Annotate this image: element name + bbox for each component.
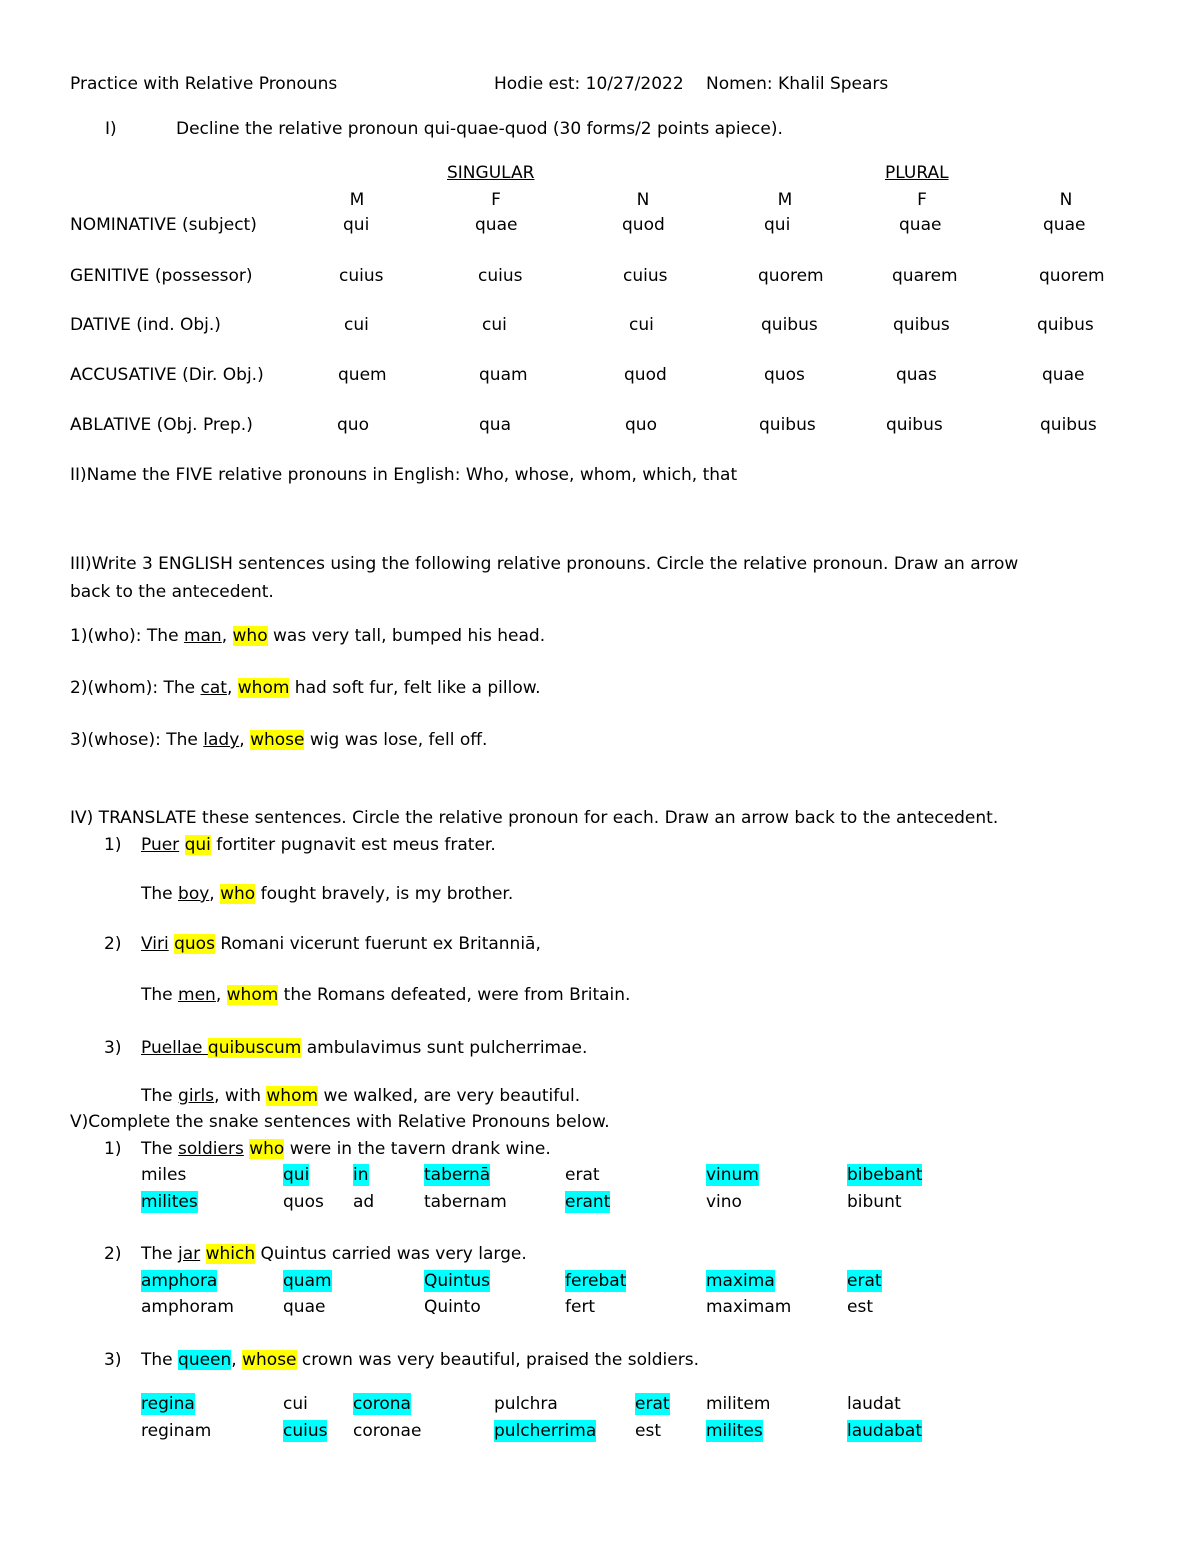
declension-cell: quorem [1039, 266, 1105, 286]
relative-pronoun: which [205, 1244, 256, 1264]
sentence-rest: Romani vicerunt fuerunt ex Britanniā, [214, 934, 541, 954]
punctuation [200, 1244, 205, 1264]
relative-pronoun: who [232, 626, 268, 646]
item-number: 2) [104, 1244, 122, 1264]
word-option: miles [141, 1165, 187, 1185]
declension-cell: quarem [892, 266, 958, 286]
declension-cell: qui [764, 215, 791, 235]
declension-cell: quae [1043, 215, 1086, 235]
word-option: amphoram [141, 1297, 234, 1317]
declension-cell: quibus [1037, 315, 1094, 335]
word-option: ad [353, 1192, 375, 1212]
relative-pronoun: whom [226, 985, 279, 1005]
word-option-selected: maxima [706, 1271, 775, 1291]
case-label: GENITIVE (possessor) [70, 266, 253, 286]
word-option-selected: milites [141, 1192, 198, 1212]
word-option-selected: Quintus [424, 1271, 490, 1291]
declension-cell: quod [624, 365, 667, 385]
translation-3 [141, 1085, 580, 1107]
antecedent: Puer [141, 835, 180, 855]
antecedent: men [178, 985, 216, 1005]
english-sentence-1 [70, 625, 545, 647]
declension-cell: quo [337, 415, 369, 435]
gender-header: N [636, 190, 650, 210]
word-option-selected: milites [706, 1421, 763, 1441]
relative-pronoun: who [249, 1139, 285, 1159]
translation-2 [141, 984, 630, 1006]
english-sentence-3 [70, 729, 487, 751]
word-option: tabernam [424, 1192, 507, 1212]
sentence-rest: had soft fur, felt like a pillow. [289, 678, 541, 698]
translation-1 [141, 883, 513, 905]
antecedent: boy [178, 884, 210, 904]
word-option-selected: erat [847, 1271, 882, 1291]
section1-number: I) [105, 119, 117, 139]
case-label: DATIVE (ind. Obj.) [70, 315, 221, 335]
worksheet-title: Practice with Relative Pronouns [70, 74, 338, 94]
declension-cell: cui [629, 315, 654, 335]
case-label: ABLATIVE (Obj. Prep.) [70, 415, 253, 435]
sentence-prefix: The [141, 1244, 179, 1264]
word-option-selected: erant [565, 1192, 611, 1212]
antecedent: man [183, 626, 222, 646]
relative-pronoun: qui [184, 835, 211, 855]
section3-instruction-cont: back to the antecedent. [70, 582, 274, 602]
sentence-rest: fought bravely, is my brother. [255, 884, 514, 904]
word-option: est [847, 1297, 873, 1317]
word-option-selected: pulcherrima [494, 1421, 597, 1441]
declension-cell: quae [1042, 365, 1085, 385]
antecedent: jar [178, 1244, 201, 1264]
relative-pronoun: quos [174, 934, 215, 954]
gender-header: N [1059, 190, 1073, 210]
sentence-prefix: The [141, 884, 179, 904]
relative-pronoun: whose [250, 730, 305, 750]
word-option-selected: corona [353, 1394, 411, 1414]
declension-cell: cuius [623, 266, 668, 286]
item-number: 1) [104, 1139, 122, 1159]
relative-pronoun: who [220, 884, 256, 904]
sentence-rest: the Romans defeated, were from Britain. [278, 985, 631, 1005]
antecedent: queen [178, 1350, 232, 1370]
sentence-prefix: 2)(whom): The [70, 678, 201, 698]
declension-cell: quae [475, 215, 518, 235]
latin-sentence-2 [141, 933, 541, 955]
word-option: militem [706, 1394, 771, 1414]
declension-cell: quibus [893, 315, 950, 335]
section4-instruction: IV) TRANSLATE these sentences. Circle the relative pronoun for each. Draw an arrow back to the antecedent. [70, 808, 999, 828]
sentence-rest: wig was lose, fell off. [304, 730, 488, 750]
sentence-rest: were in the tavern drank wine. [284, 1139, 551, 1159]
antecedent: girls [178, 1086, 215, 1106]
sentence-prefix: 3)(whose): The [70, 730, 204, 750]
word-option-selected: ferebat [565, 1271, 627, 1291]
sentence-rest: ambulavimus sunt pulcherrimae. [301, 1038, 588, 1058]
declension-cell: quae [899, 215, 942, 235]
word-option: laudat [847, 1394, 901, 1414]
word-option-selected: bibebant [847, 1165, 923, 1185]
sentence-rest: Quintus carried was very large. [255, 1244, 527, 1264]
case-label: NOMINATIVE (subject) [70, 215, 257, 235]
item-number: 1) [104, 835, 122, 855]
word-option: erat [565, 1165, 600, 1185]
punctuation: , [221, 626, 233, 646]
relative-pronoun: quibuscum [207, 1038, 302, 1058]
declension-cell: qui [343, 215, 370, 235]
word-option-selected: regina [141, 1394, 195, 1414]
sentence-prefix: 1)(who): The [70, 626, 184, 646]
sentence-prefix: The [141, 1139, 179, 1159]
sentence-prefix: The [141, 1350, 179, 1370]
antecedent: lady [203, 730, 240, 750]
english-sentence-2 [70, 677, 540, 699]
latin-sentence-3 [141, 1037, 587, 1059]
declension-cell: cui [344, 315, 369, 335]
sentence-rest: we walked, are very beautiful. [318, 1086, 581, 1106]
word-option-selected: quam [283, 1271, 332, 1291]
section2-prompt: II)Name the FIVE relative pronouns in English: Who, whose, whom, which, that [70, 465, 738, 485]
item-number: 2) [104, 934, 122, 954]
declension-cell: quibus [1040, 415, 1097, 435]
word-option: quae [283, 1297, 326, 1317]
word-option: Quinto [424, 1297, 481, 1317]
plural-heading: PLURAL [885, 163, 949, 183]
word-option-selected: tabernā [424, 1165, 491, 1185]
declension-cell: cuius [339, 266, 384, 286]
sentence-rest: crown was very beautiful, praised the soldiers. [296, 1350, 699, 1370]
declension-cell: quibus [761, 315, 818, 335]
item-number: 3) [104, 1350, 122, 1370]
section1-instruction: Decline the relative pronoun qui-quae-quod (30 forms/2 points apiece). [176, 119, 783, 139]
case-label: ACCUSATIVE (Dir. Obj.) [70, 365, 264, 385]
punctuation: , [239, 730, 251, 750]
relative-pronoun: whom [266, 1086, 319, 1106]
word-option-selected: vinum [706, 1165, 759, 1185]
word-option-selected: erat [635, 1394, 670, 1414]
declension-cell: quod [622, 215, 665, 235]
gender-header: M [349, 190, 365, 210]
word-option: pulchra [494, 1394, 558, 1414]
declension-cell: cuius [478, 266, 523, 286]
antecedent: Puellae [141, 1038, 208, 1058]
declension-cell: quam [479, 365, 528, 385]
declension-cell: quos [764, 365, 805, 385]
sentence-prefix: The [141, 1086, 179, 1106]
word-option-selected: cuius [283, 1421, 328, 1441]
punctuation: , with [214, 1086, 267, 1106]
antecedent: soldiers [178, 1139, 244, 1159]
sentence-rest: fortiter pugnavit est meus frater. [210, 835, 496, 855]
snake-sentence-1 [141, 1138, 551, 1160]
word-option: fert [565, 1297, 596, 1317]
declension-cell: quorem [758, 266, 824, 286]
punctuation: , [209, 884, 221, 904]
latin-sentence-1 [141, 834, 496, 856]
declension-cell: quibus [886, 415, 943, 435]
punctuation: , [231, 1350, 243, 1370]
sentence-rest: was very tall, bumped his head. [267, 626, 546, 646]
relative-pronoun: whom [237, 678, 290, 698]
word-option: quos [283, 1192, 324, 1212]
word-option: vino [706, 1192, 742, 1212]
word-option-selected: amphora [141, 1271, 218, 1291]
word-option: bibunt [847, 1192, 902, 1212]
relative-pronoun: whose [242, 1350, 297, 1370]
singular-heading: SINGULAR [447, 163, 535, 183]
declension-cell: qua [479, 415, 511, 435]
word-option: maximam [706, 1297, 792, 1317]
declension-cell: quas [896, 365, 937, 385]
punctuation: , [226, 678, 238, 698]
sentence-prefix: The [141, 985, 179, 1005]
section3-instruction: III)Write 3 ENGLISH sentences using the following relative pronouns. Circle the relative pronoun. Draw an arrow [70, 554, 1019, 574]
item-number: 3) [104, 1038, 122, 1058]
word-option-selected: laudabat [847, 1421, 922, 1441]
gender-header: M [777, 190, 793, 210]
word-option-selected: in [353, 1165, 369, 1185]
word-option: coronae [353, 1421, 422, 1441]
antecedent: Viri [141, 934, 169, 954]
word-option: est [635, 1421, 661, 1441]
word-option: cui [283, 1394, 308, 1414]
declension-cell: quem [338, 365, 387, 385]
word-option: reginam [141, 1421, 212, 1441]
gender-header: F [491, 190, 501, 210]
declension-cell: quo [625, 415, 657, 435]
antecedent: cat [200, 678, 227, 698]
student-name: Nomen: Khalil Spears [706, 74, 889, 94]
punctuation: , [215, 985, 227, 1005]
declension-cell: cui [482, 315, 507, 335]
snake-sentence-2 [141, 1243, 527, 1265]
declension-cell: quibus [759, 415, 816, 435]
word-option-selected: qui [283, 1165, 310, 1185]
section5-instruction: V)Complete the snake sentences with Relative Pronouns below. [70, 1112, 610, 1132]
gender-header: F [917, 190, 927, 210]
date-label: Hodie est: 10/27/2022 [494, 74, 684, 94]
snake-sentence-3 [141, 1349, 699, 1371]
